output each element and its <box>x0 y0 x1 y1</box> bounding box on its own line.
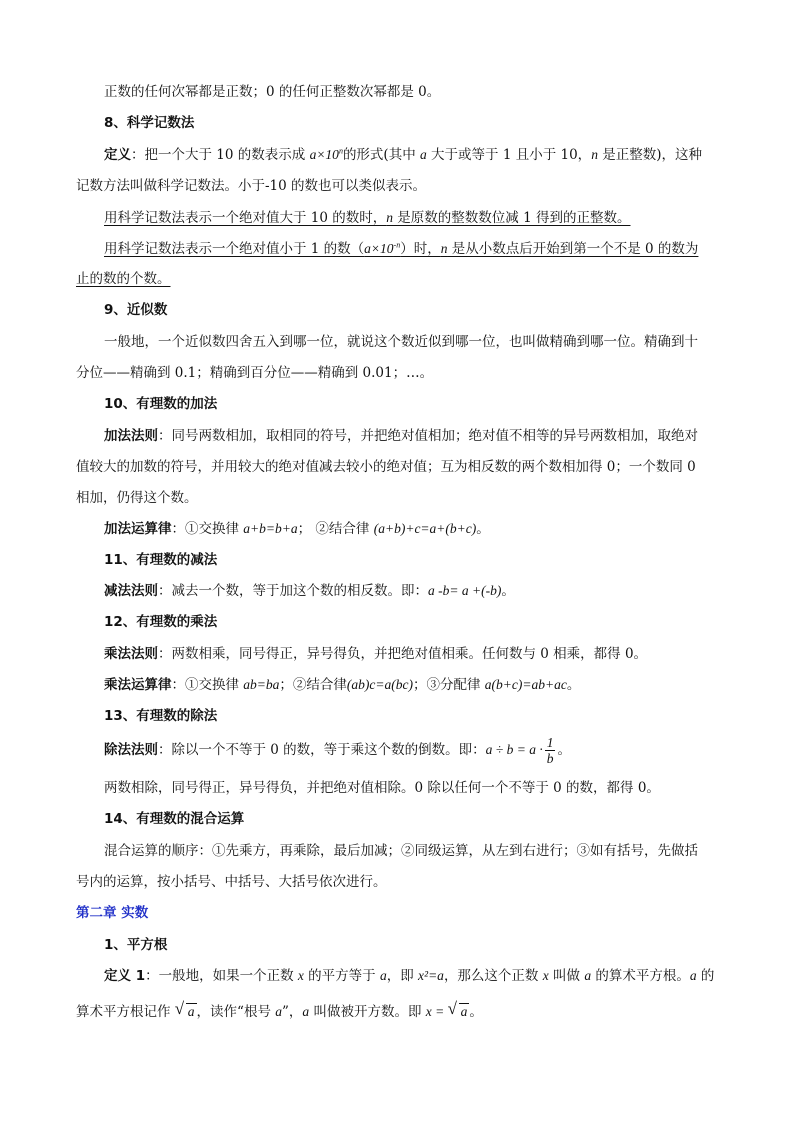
addition-laws-label: 加法运算律 <box>104 521 172 537</box>
paragraph-approximation-cont: 分位——精确到 0.1；精确到百分位——精确到 0.01；…。 <box>76 365 434 381</box>
text: 的形式(其中 <box>342 147 420 163</box>
heading-approximation: 9、近似数 <box>104 302 168 318</box>
division-rule-label: 除法法则 <box>104 742 158 758</box>
underlined-rule-large: 用科学记数法表示一个绝对值大于 10 的数时，n 是原数的整数数位减 1 得到的正整数。 <box>104 210 631 226</box>
addition-rule-label: 加法法则 <box>104 428 158 444</box>
paragraph-mixed-operations: 混合运算的顺序：①先乘方，再乘除，最后加减；②同级运算，从左到右进行；③如有括号，先做括 <box>104 843 698 859</box>
paragraph-power-sign <box>104 83 440 101</box>
sqrt-a-2: √ a <box>447 999 468 1019</box>
heading-square-root: 1、平方根 <box>104 937 168 953</box>
chapter-title: 第二章 实数 <box>76 905 149 921</box>
heading-subtraction: 11、有理数的减法 <box>104 552 218 568</box>
paragraph-multiplication-rule: 乘法法则：两数相乘，同号得正，异号得负，并把绝对值相乘。任何数与 0 相乘，都得 0。 <box>104 646 648 662</box>
paragraph-addition-rule: 加法法则：同号两数相加，取相同的符号，并把绝对值相加；绝对值不相等的异号两数相加，取绝对 <box>104 428 698 444</box>
definition-label: 定义 <box>104 147 131 163</box>
text: 是正整数)，这种 <box>597 147 702 163</box>
paragraph-addition-laws: 加法运算律：①交换律 a+b=b+a； ②结合律 (a+b)+c=a+(b+c)。 <box>104 521 490 537</box>
formula-ax10n: $a\times 10^n$ <box>309 146 343 162</box>
paragraph-multiplication-laws: 乘法运算律：①交换律 ab=ba；②结合律(ab)c=a(bc)；③分配律 a(b+c)=ab+ac。 <box>104 677 581 693</box>
paragraph-approximation: 一般地，一个近似数四舍五入到哪一位，就说这个数近似到哪一位，也叫做精确到哪一位。精确到十 <box>104 334 698 350</box>
paragraph-definition-sci-cont: 记数方法叫做科学记数法。小于-10 的数也可以类似表示。 <box>76 178 427 194</box>
text: 大于或等于 1 且小于 10， <box>426 147 592 163</box>
paragraph-division-rule: 除法法则：除以一个不等于 0 的数，等于乘这个数的倒数。即：a ÷ b = a · $\frac{1}{b}$ 。 <box>104 735 571 766</box>
underlined-rule-small-cont: 止的数的个数。 <box>76 271 171 287</box>
heading-division: 13、有理数的除法 <box>104 708 218 724</box>
sqrt-a: √ a <box>174 999 195 1019</box>
fraction-1-over-b: $\frac{1}{b}$ <box>546 735 554 766</box>
paragraph-definition-sci <box>104 146 702 164</box>
heading-mixed-operations: 14、有理数的混合运算 <box>104 811 245 827</box>
multiplication-rule-label: 乘法法则 <box>104 646 158 662</box>
definition-1-label: 定义 1 <box>104 968 146 984</box>
subtraction-rule-label: 减法法则 <box>104 583 158 599</box>
text: ：把一个大于 10 的数表示成 <box>131 147 310 163</box>
underlined-rule-small: 用科学记数法表示一个绝对值小于 1 的数$(a\times 10^{-n})$时，n 是从小数点后开始到第一个不是 0 的数为 <box>104 240 699 257</box>
heading-scientific-notation: 8、科学记数法 <box>104 115 195 131</box>
heading-addition: 10、有理数的加法 <box>104 396 218 412</box>
paragraph-subtraction-rule: 减法法则：减去一个数，等于加这个数的相反数。即：a -b= a +(-b)。 <box>104 583 515 599</box>
text: 正数的任何次幂都是正数；0 的任何正整数次幂都是 0。 <box>104 84 441 100</box>
paragraph-mixed-operations-cont: 号内的运算，按小括号、中括号、大括号依次进行。 <box>76 874 387 890</box>
paragraph-division-rule-2: 两数相除，同号得正，异号得负，并把绝对值相除。0 除以任何一个不等于 0 的数，都得 0。 <box>104 780 660 796</box>
var-a: a <box>420 147 427 162</box>
paragraph-addition-rule-cont2: 相加，仍得这个数。 <box>76 490 198 506</box>
paragraph-addition-rule-cont: 值较大的加数的符号，并用较大的绝对值减去较小的绝对值；互为相反数的两个数相加得 0；一个数同 0 <box>76 459 696 475</box>
multiplication-laws-label: 乘法运算律 <box>104 677 172 693</box>
heading-multiplication: 12、有理数的乘法 <box>104 614 218 630</box>
paragraph-definition-1-cont: 算术平方根记作 √ a ，读作“根号 a”，a 叫做被开方数。即 x = √ a 。 <box>76 999 483 1020</box>
paragraph-definition-1: 定义 1：一般地，如果一个正数 x 的平方等于 a，即 x²=a，那么这个正数 x 叫做 a 的算术平方根。a 的 <box>104 968 715 984</box>
division-formula: a ÷ b = a · <box>485 742 543 757</box>
var-n: n <box>591 147 598 162</box>
